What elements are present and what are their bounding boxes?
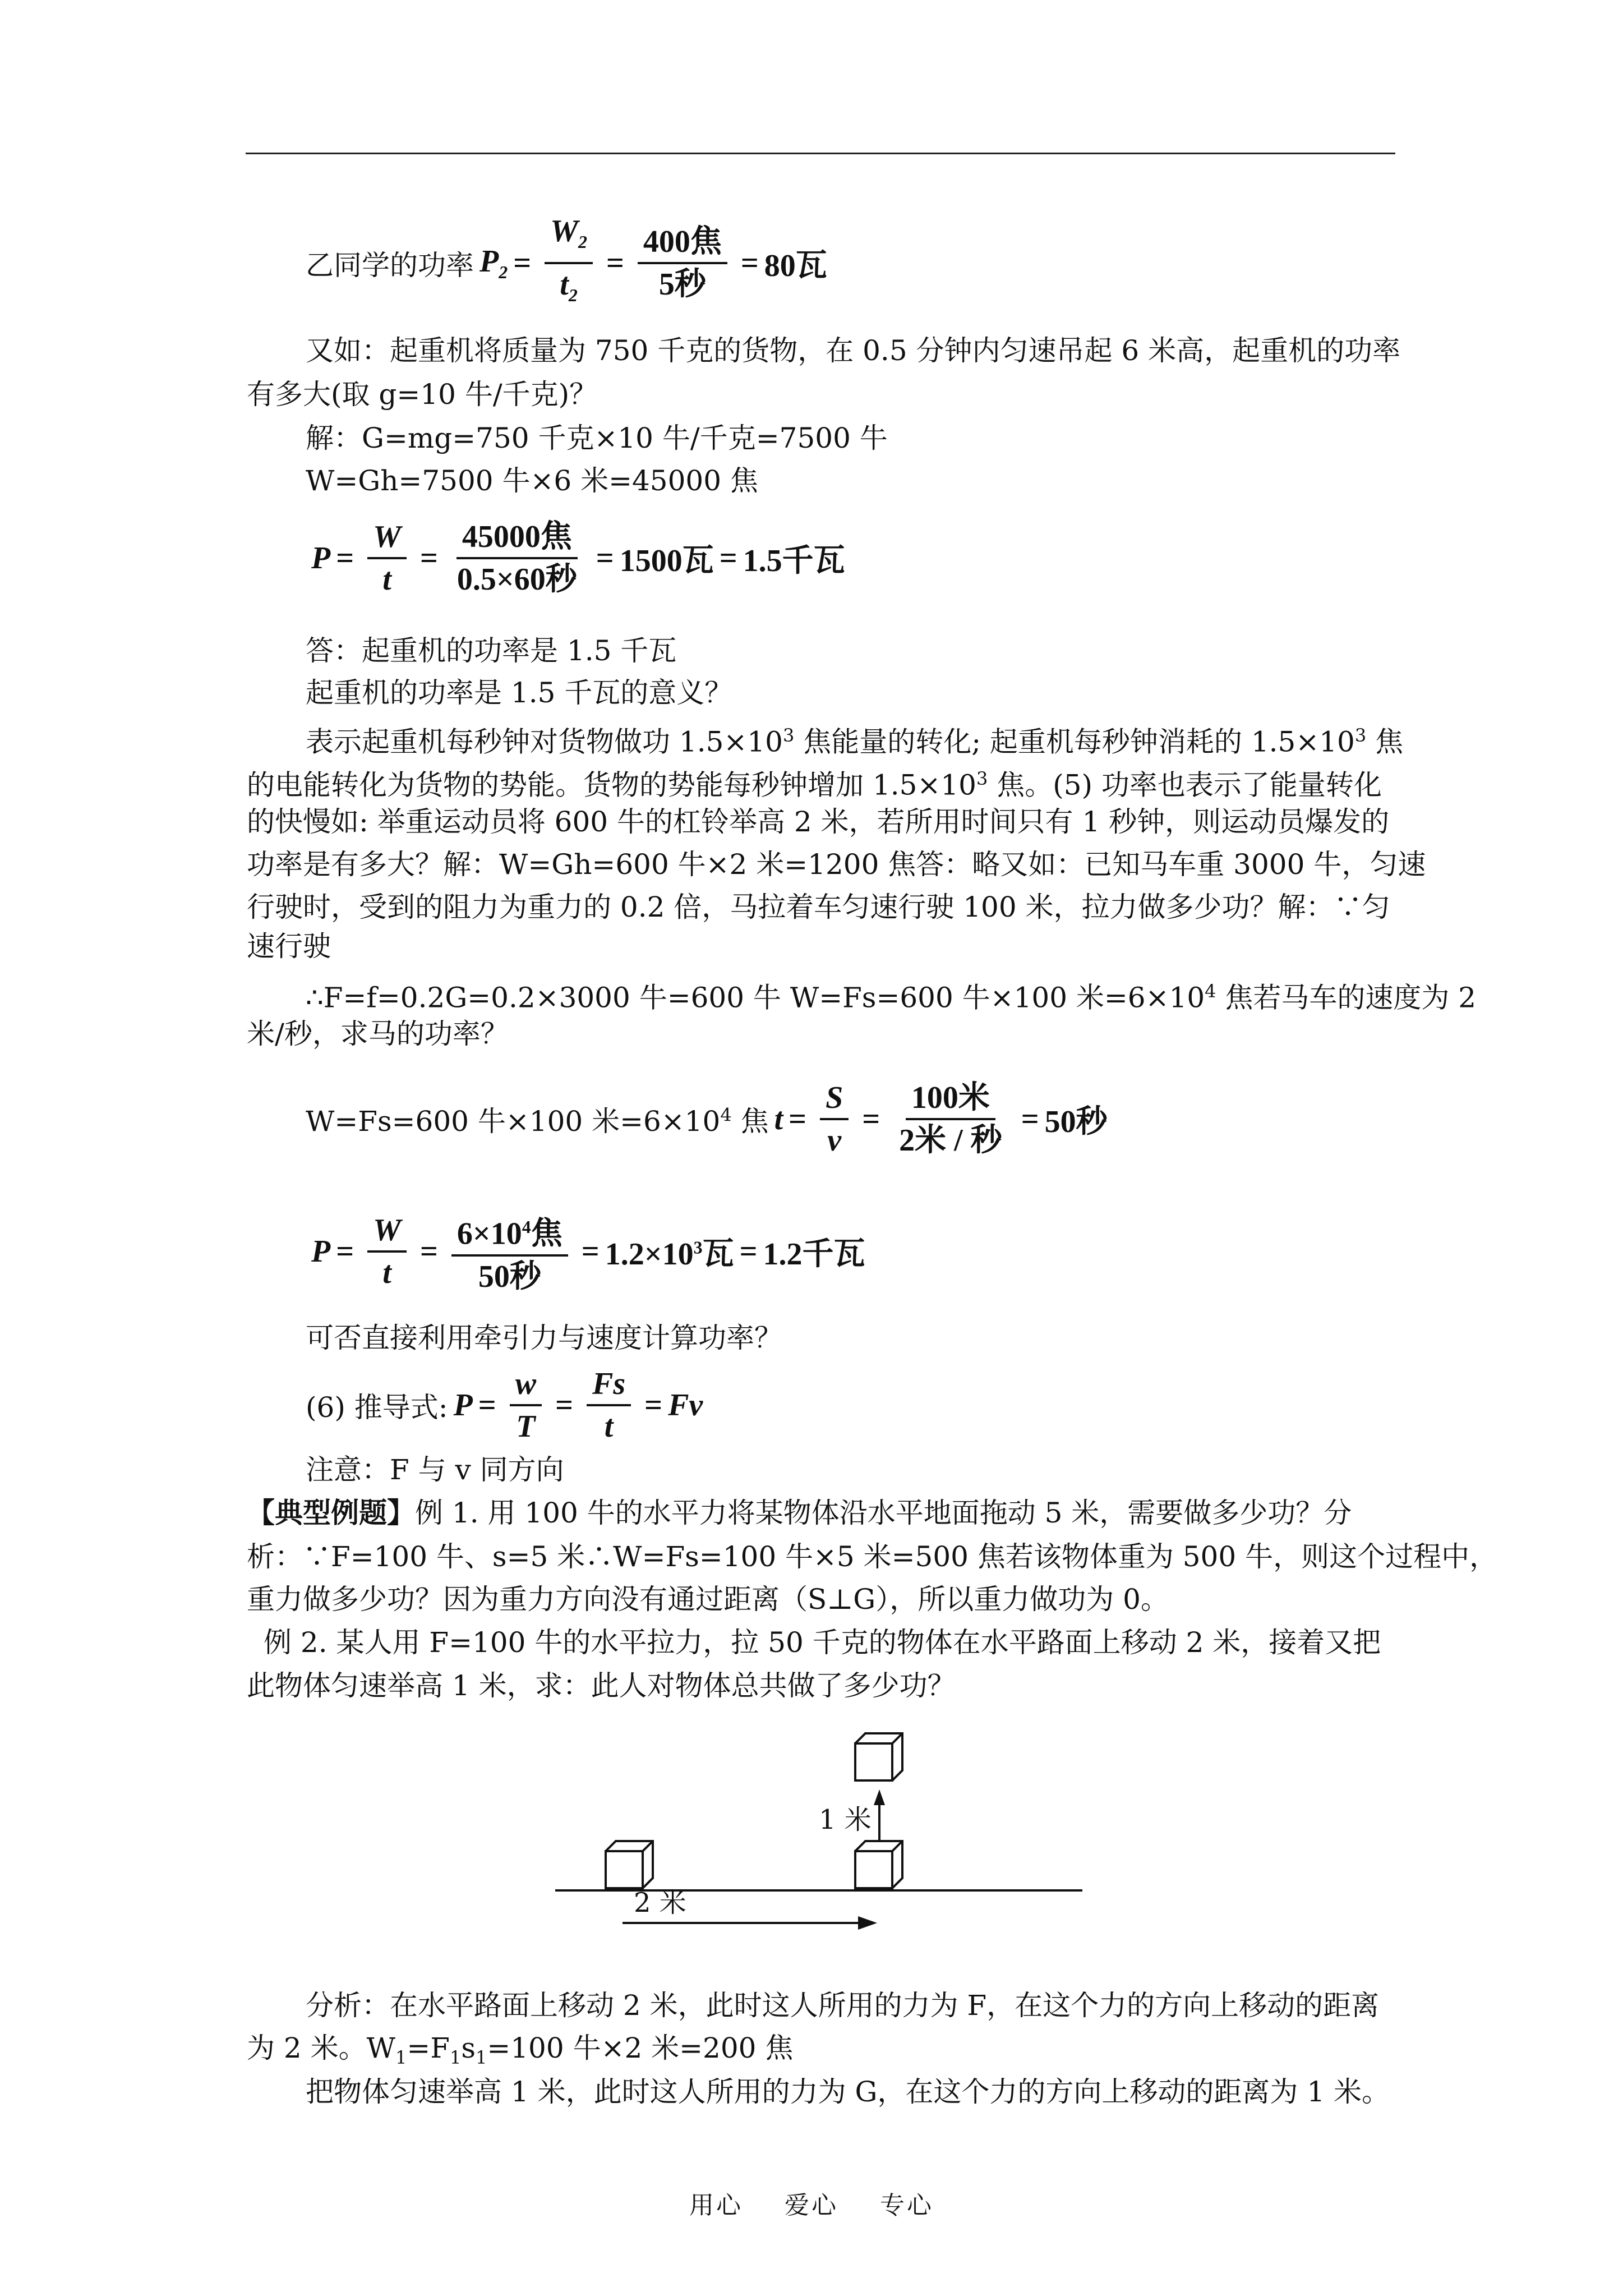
text-line: 功率是有多大？解：W=Gh=600 牛×2 米=1200 焦答：略又如：已知马车重 3000 牛，匀速 <box>247 848 1426 881</box>
text-line: 分析：在水平路面上移动 2 米，此时这人所用的力为 F，在这个力的方向上移动的距离 <box>306 1989 1380 2022</box>
eq-fraction: $\frac{\text{45000焦}}{\text{0.5×60秒}}$ <box>457 519 577 597</box>
eq-fraction: $\frac{W}{t}$ <box>367 1212 407 1291</box>
section-heading: 【典型例题】 <box>247 1496 415 1529</box>
eq-result: 80瓦 <box>764 249 827 284</box>
text-line: 把物体匀速举高 1 米，此时这人所用的力为 G，在这个力的方向上移动的距离为 1 米。 <box>306 2076 1390 2108</box>
equation-horse-power: P = $\frac{W}{t}$ = $\frac{6\times 10^4焦}{\text{50秒}}$ = $1.2\times 10^3$瓦 = 1.2千瓦 <box>311 1209 865 1295</box>
move-distance-label: 2 米 <box>634 1887 686 1918</box>
text-line: 例 2. 某人用 F=100 牛的水平拉力，拉 50 千克的物体在水平路面上移动 2 米，接着又把 <box>264 1626 1381 1659</box>
equation-derivation: (6) 推导式: P = $\frac{w}{T}$ = $\frac{Fs}{t}$ = Fv <box>306 1366 703 1444</box>
page-footer <box>0 2185 1623 2221</box>
end-box <box>855 1841 902 1888</box>
text-line: 表示起重机每秒钟对货物做功 $1.5\times 10^3$ 焦能量的转化; 起重机每秒钟消耗的 $1.5\times 10^3$ 焦 <box>306 725 1404 758</box>
text-line: 可否直接利用牵引力与速度计算功率？ <box>306 1322 782 1354</box>
eq-fraction: $\frac{S}{v}$ <box>820 1080 849 1158</box>
header-rule <box>246 153 1395 154</box>
lift-arrow-head <box>874 1789 885 1805</box>
motion-diagram-svg <box>550 1728 1088 1930</box>
eq-label: 乙同学的功率 <box>306 249 474 282</box>
text-line: 析：∵F=100 牛、s=5 米∴W=Fs=100 牛×5 米=500 焦若该物体重为 500 牛，则这个过程中， <box>247 1540 1498 1573</box>
text-line: 米/秒，求马的功率？ <box>247 1018 509 1050</box>
eq-symbol: $P_2$ <box>479 244 508 283</box>
text-line: 又如：起重机将质量为 750 千克的货物，在 0.5 分钟内匀速吊起 6 米高，起重机的功率 <box>306 334 1401 367</box>
text-line: 【典型例题】例 1. 用 100 牛的水平力将某物体沿水平地面拖动 5 米，需要做多少功？分 <box>247 1496 1352 1529</box>
lift-distance-label: 1 米 <box>819 1804 872 1835</box>
eq-fraction: $\frac{w}{T}$ <box>510 1366 542 1444</box>
equation-power-b: 乙同学的功率 $P_2$ = $\frac{W_2}{t_2}$ = $\frac{\text{400焦}}{\text{5秒}}$ = 80瓦 <box>306 213 827 313</box>
motion-diagram <box>550 1728 1088 1932</box>
text-line: 的电能转化为货物的势能。货物的势能每秒钟增加 $1.5\times 10^3$ 焦。(5) 功率也表示了能量转化 <box>247 768 1382 802</box>
text-line: 重力做多少功？因为重力方向没有通过距离（S⊥G），所以重力做功为 0。 <box>247 1583 1169 1616</box>
eq-fraction: $\frac{Fs}{t}$ <box>587 1366 631 1444</box>
text-line: 此物体匀速举高 1 米，求：此人对物体总共做了多少功？ <box>247 1669 956 1702</box>
footer-word: 专心 <box>880 2191 934 2220</box>
lifted-box <box>855 1733 902 1780</box>
eq-fraction: $\frac{\text{100米}}{\text{2米 / 秒}}$ <box>899 1080 1002 1158</box>
text-line: 答：起重机的功率是 1.5 千瓦 <box>306 634 677 667</box>
text-line: 速行驶 <box>247 930 331 963</box>
text-line: 的快慢如: 举重运动员将 600 牛的杠铃举高 2 米，若所用时间只有 1 秒钟，则运动员爆发的 <box>247 806 1390 838</box>
text-line: 有多大(取 g=10 牛/千克)？ <box>247 378 598 411</box>
text-line: 起重机的功率是 1.5 千瓦的意义？ <box>306 677 733 709</box>
equation-crane-power: P = $\frac{W}{t}$ = $\frac{\text{45000焦}}{\text{0.5×60秒}}$ = 1500瓦 = 1.5千瓦 <box>311 519 845 597</box>
eq-fraction: $\frac{W}{t}$ <box>367 519 407 597</box>
eq-fraction: $\frac{6\times 10^4焦}{\text{50秒}}$ <box>451 1209 568 1295</box>
start-box <box>606 1841 653 1888</box>
text-line: W=Gh=7500 牛×6 米=45000 焦 <box>306 464 758 497</box>
move-arrow-head <box>858 1916 877 1930</box>
text-line: ∴F=f=0.2G=0.2×3000 牛=600 牛 W=Fs=600 牛×100 米$=6\times 10^4$ 焦若马车的速度为 2 <box>306 981 1477 1014</box>
text-line: 注意：F 与 v 同方向 <box>306 1453 564 1486</box>
footer-word: 爱心 <box>785 2191 838 2220</box>
eq-fraction: $\frac{\text{400焦}}{\text{5秒}}$ <box>638 224 727 302</box>
eq-fraction: $\frac{W_2}{t_2}$ <box>545 213 593 313</box>
text-line: 行驶时，受到的阻力为重力的 0.2 倍，马拉着车匀速行驶 100 米，拉力做多少功？解：∵匀 <box>247 891 1390 923</box>
text-line: 为 2 米。$W_1=F_1s_1=100$ 牛×2 米=200 焦 <box>247 2032 794 2068</box>
text-line: 解：G=mg=750 千克×10 牛/千克=7500 牛 <box>306 422 888 454</box>
footer-word: 用心 <box>689 2191 743 2220</box>
equation-time: W=Fs=600 牛×100 米$=6\times 10^4$ 焦 t = $\frac{S}{v}$ = $\frac{\text{100米}}{\text{2米 / 秒}}$ = 50秒 <box>306 1080 1108 1158</box>
